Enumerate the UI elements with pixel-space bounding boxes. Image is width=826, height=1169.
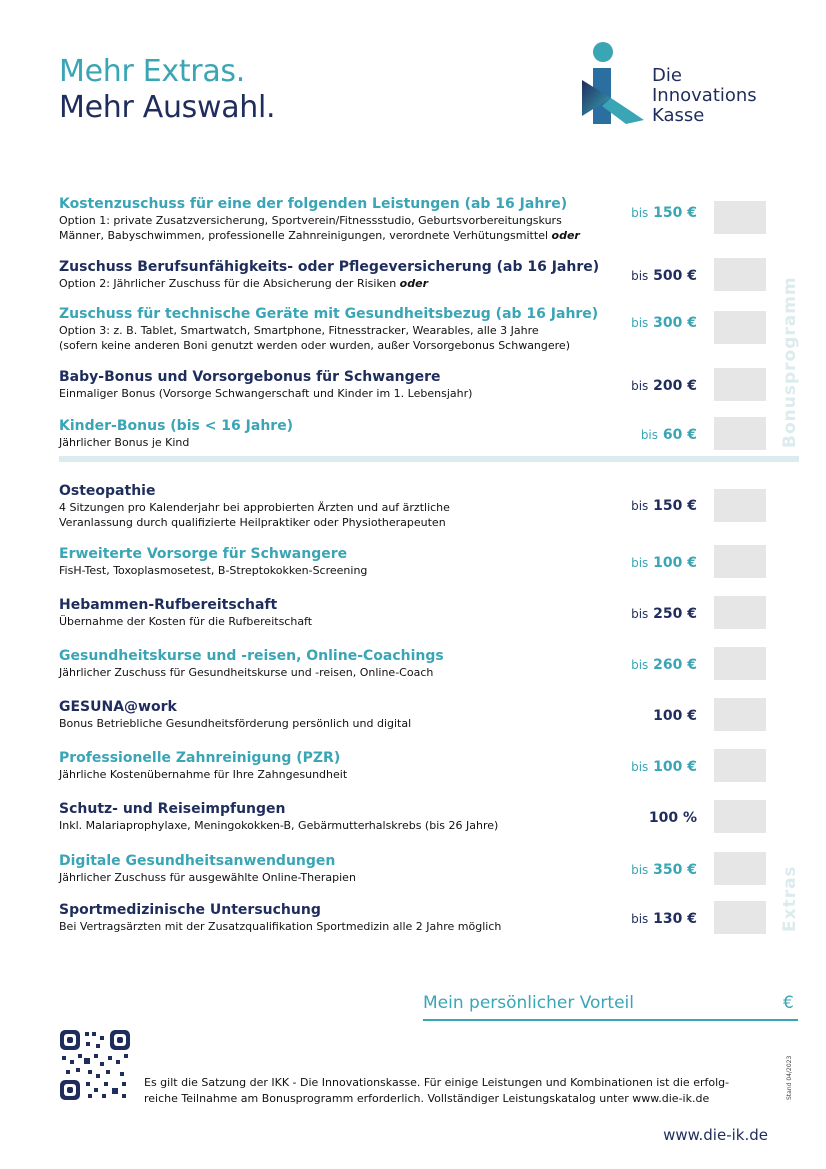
section-divider	[59, 456, 799, 462]
ik-logo	[582, 42, 782, 132]
list-item	[59, 417, 769, 461]
item-amount: bis 260 €	[631, 657, 697, 673]
item-title: Sportmedizinische Untersuchung	[59, 902, 321, 918]
amount-entry-box[interactable]	[714, 647, 766, 680]
item-title: GESUNA@work	[59, 699, 177, 715]
list-item	[59, 852, 769, 896]
item-title: Zuschuss Berufsunfähigkeits- oder Pflegeversicherung (ab 16 Jahre)	[59, 259, 600, 275]
amount-entry-box[interactable]	[714, 258, 766, 291]
item-amount: bis 300 €	[631, 315, 697, 331]
stand-date: Stand 04/2023	[786, 1055, 793, 1100]
item-title: Gesundheitskurse und -reisen, Online-Coachings	[59, 648, 444, 664]
list-item	[59, 749, 769, 793]
item-amount: bis 150 €	[631, 205, 697, 221]
item-description: Option 1: private Zusatzversicherung, Sportverein/Fitnessstudio, Geburtsvorbereitungskurs	[59, 214, 562, 227]
amount-entry-box[interactable]	[714, 698, 766, 731]
item-amount: bis 500 €	[631, 268, 697, 284]
list-item	[59, 258, 769, 302]
item-title: Schutz- und Reiseimpfungen	[59, 801, 286, 817]
item-title: Digitale Gesundheitsanwendungen	[59, 853, 336, 869]
qr-code-icon[interactable]	[60, 1030, 130, 1100]
list-item	[59, 800, 769, 844]
item-amount: bis 350 €	[631, 862, 697, 878]
list-item	[59, 482, 769, 529]
item-amount: bis 100 €	[631, 555, 697, 571]
item-title: Kinder-Bonus (bis < 16 Jahre)	[59, 418, 294, 434]
ik-logo-wordmark: Die Innovations Kasse	[652, 65, 757, 126]
list-item	[59, 698, 769, 742]
item-amount: bis 200 €	[631, 378, 697, 394]
amount-entry-box[interactable]	[714, 311, 766, 344]
amount-entry-box[interactable]	[714, 901, 766, 934]
vorteil-total-line[interactable]	[423, 1019, 798, 1021]
list-item	[59, 545, 769, 589]
list-item	[59, 368, 769, 412]
list-item	[59, 901, 769, 945]
headline-line-2: Mehr Auswahl.	[59, 90, 276, 125]
item-description: Übernahme der Kosten für die Rufbereitschaft	[59, 615, 313, 628]
item-title: Zuschuss für technische Geräte mit Gesundheitsbezug (ab 16 Jahre)	[59, 306, 599, 322]
item-description: Bonus Betriebliche Gesundheitsförderung persönlich und digital	[59, 717, 412, 730]
amount-entry-box[interactable]	[714, 800, 766, 833]
item-title: Osteopathie	[59, 483, 156, 499]
item-description: Inkl. Malariaprophylaxe, Meningokokken-B, Gebärmutterhalskrebs (bis 26 Jahre)	[59, 819, 499, 832]
headline-line-1: Mehr Extras.	[59, 54, 245, 89]
page-headline	[59, 54, 275, 126]
item-description: Einmaliger Bonus (Vorsorge Schwangerschaft und Kinder im 1. Lebensjahr)	[59, 387, 473, 400]
amount-entry-box[interactable]	[714, 489, 766, 522]
item-amount: bis 150 €	[631, 498, 697, 514]
item-title: Hebammen-Rufbereitschaft	[59, 597, 278, 613]
amount-entry-box[interactable]	[714, 545, 766, 578]
side-label-bonusprogramm: Bonusprogramm	[780, 276, 800, 448]
vorteil-currency: €	[783, 993, 794, 1013]
item-amount: 100 %	[648, 810, 697, 826]
item-amount: 100 €	[653, 708, 697, 724]
item-description: Option 2: Jährlicher Zuschuss für die Absicherung der Risiken oder	[59, 277, 428, 290]
list-item	[59, 596, 769, 640]
item-amount: bis 100 €	[631, 759, 697, 775]
item-description: Männer, Babyschwimmen, professionelle Zahnreinigungen, verordnete Verhütungsmittel oder	[59, 229, 580, 242]
item-amount: bis 250 €	[631, 606, 697, 622]
side-label-extras: Extras	[780, 865, 800, 932]
website-link[interactable]: www.die-ik.de	[663, 1126, 768, 1144]
list-item	[59, 647, 769, 691]
item-amount: bis 60 €	[640, 427, 697, 443]
amount-entry-box[interactable]	[714, 596, 766, 629]
footer-note: Es gilt die Satzung der IKK - Die Innovationskasse. Für einige Leistungen und Kombinationen ist die erfolg- reiche Teilnahme am Bonusprogramm erforderlich. Vollständiger Leistungskatalog unter www.die-ik.de	[144, 1076, 730, 1105]
item-description: Jährlicher Zuschuss für Gesundheitskurse und -reisen, Online-Coach	[59, 666, 434, 679]
amount-entry-box[interactable]	[714, 368, 766, 401]
ik-logo-icon	[582, 42, 652, 132]
item-title: Professionelle Zahnreinigung (PZR)	[59, 750, 341, 766]
item-description: Veranlassung durch qualifizierte Heilpraktiker oder Physiotherapeuten	[59, 516, 446, 529]
item-description: Jährlicher Zuschuss für ausgewählte Online-Therapien	[59, 871, 356, 884]
item-description: (sofern keine anderen Boni genutzt werden oder wurden, außer Vorsorgebonus Schwangere)	[59, 339, 570, 352]
item-title: Kostenzuschuss für eine der folgenden Leistungen (ab 16 Jahre)	[59, 196, 568, 212]
item-description: Option 3: z. B. Tablet, Smartwatch, Smartphone, Fitnesstracker, Wearables, alle 3 Jahre	[59, 324, 539, 337]
item-description: FisH-Test, Toxoplasmosetest, B-Streptokokken-Screening	[59, 564, 368, 577]
item-description: Jährliche Kostenübernahme für Ihre Zahngesundheit	[59, 768, 348, 781]
item-title: Baby-Bonus und Vorsorgebonus für Schwangere	[59, 369, 441, 385]
vorteil-label: Mein persönlicher Vorteil	[423, 993, 634, 1013]
item-title: Erweiterte Vorsorge für Schwangere	[59, 546, 348, 562]
list-item	[59, 305, 769, 352]
amount-entry-box[interactable]	[714, 749, 766, 782]
item-description: 4 Sitzungen pro Kalenderjahr bei approbierten Ärzten und auf ärztliche	[59, 501, 450, 514]
item-amount: bis 130 €	[631, 911, 697, 927]
list-item	[59, 195, 769, 242]
item-description: Jährlicher Bonus je Kind	[59, 436, 190, 449]
amount-entry-box[interactable]	[714, 201, 766, 234]
item-description: Bei Vertragsärzten mit der Zusatzqualifikation Sportmedizin alle 2 Jahre möglich	[59, 920, 502, 933]
amount-entry-box[interactable]	[714, 852, 766, 885]
amount-entry-box[interactable]	[714, 417, 766, 450]
